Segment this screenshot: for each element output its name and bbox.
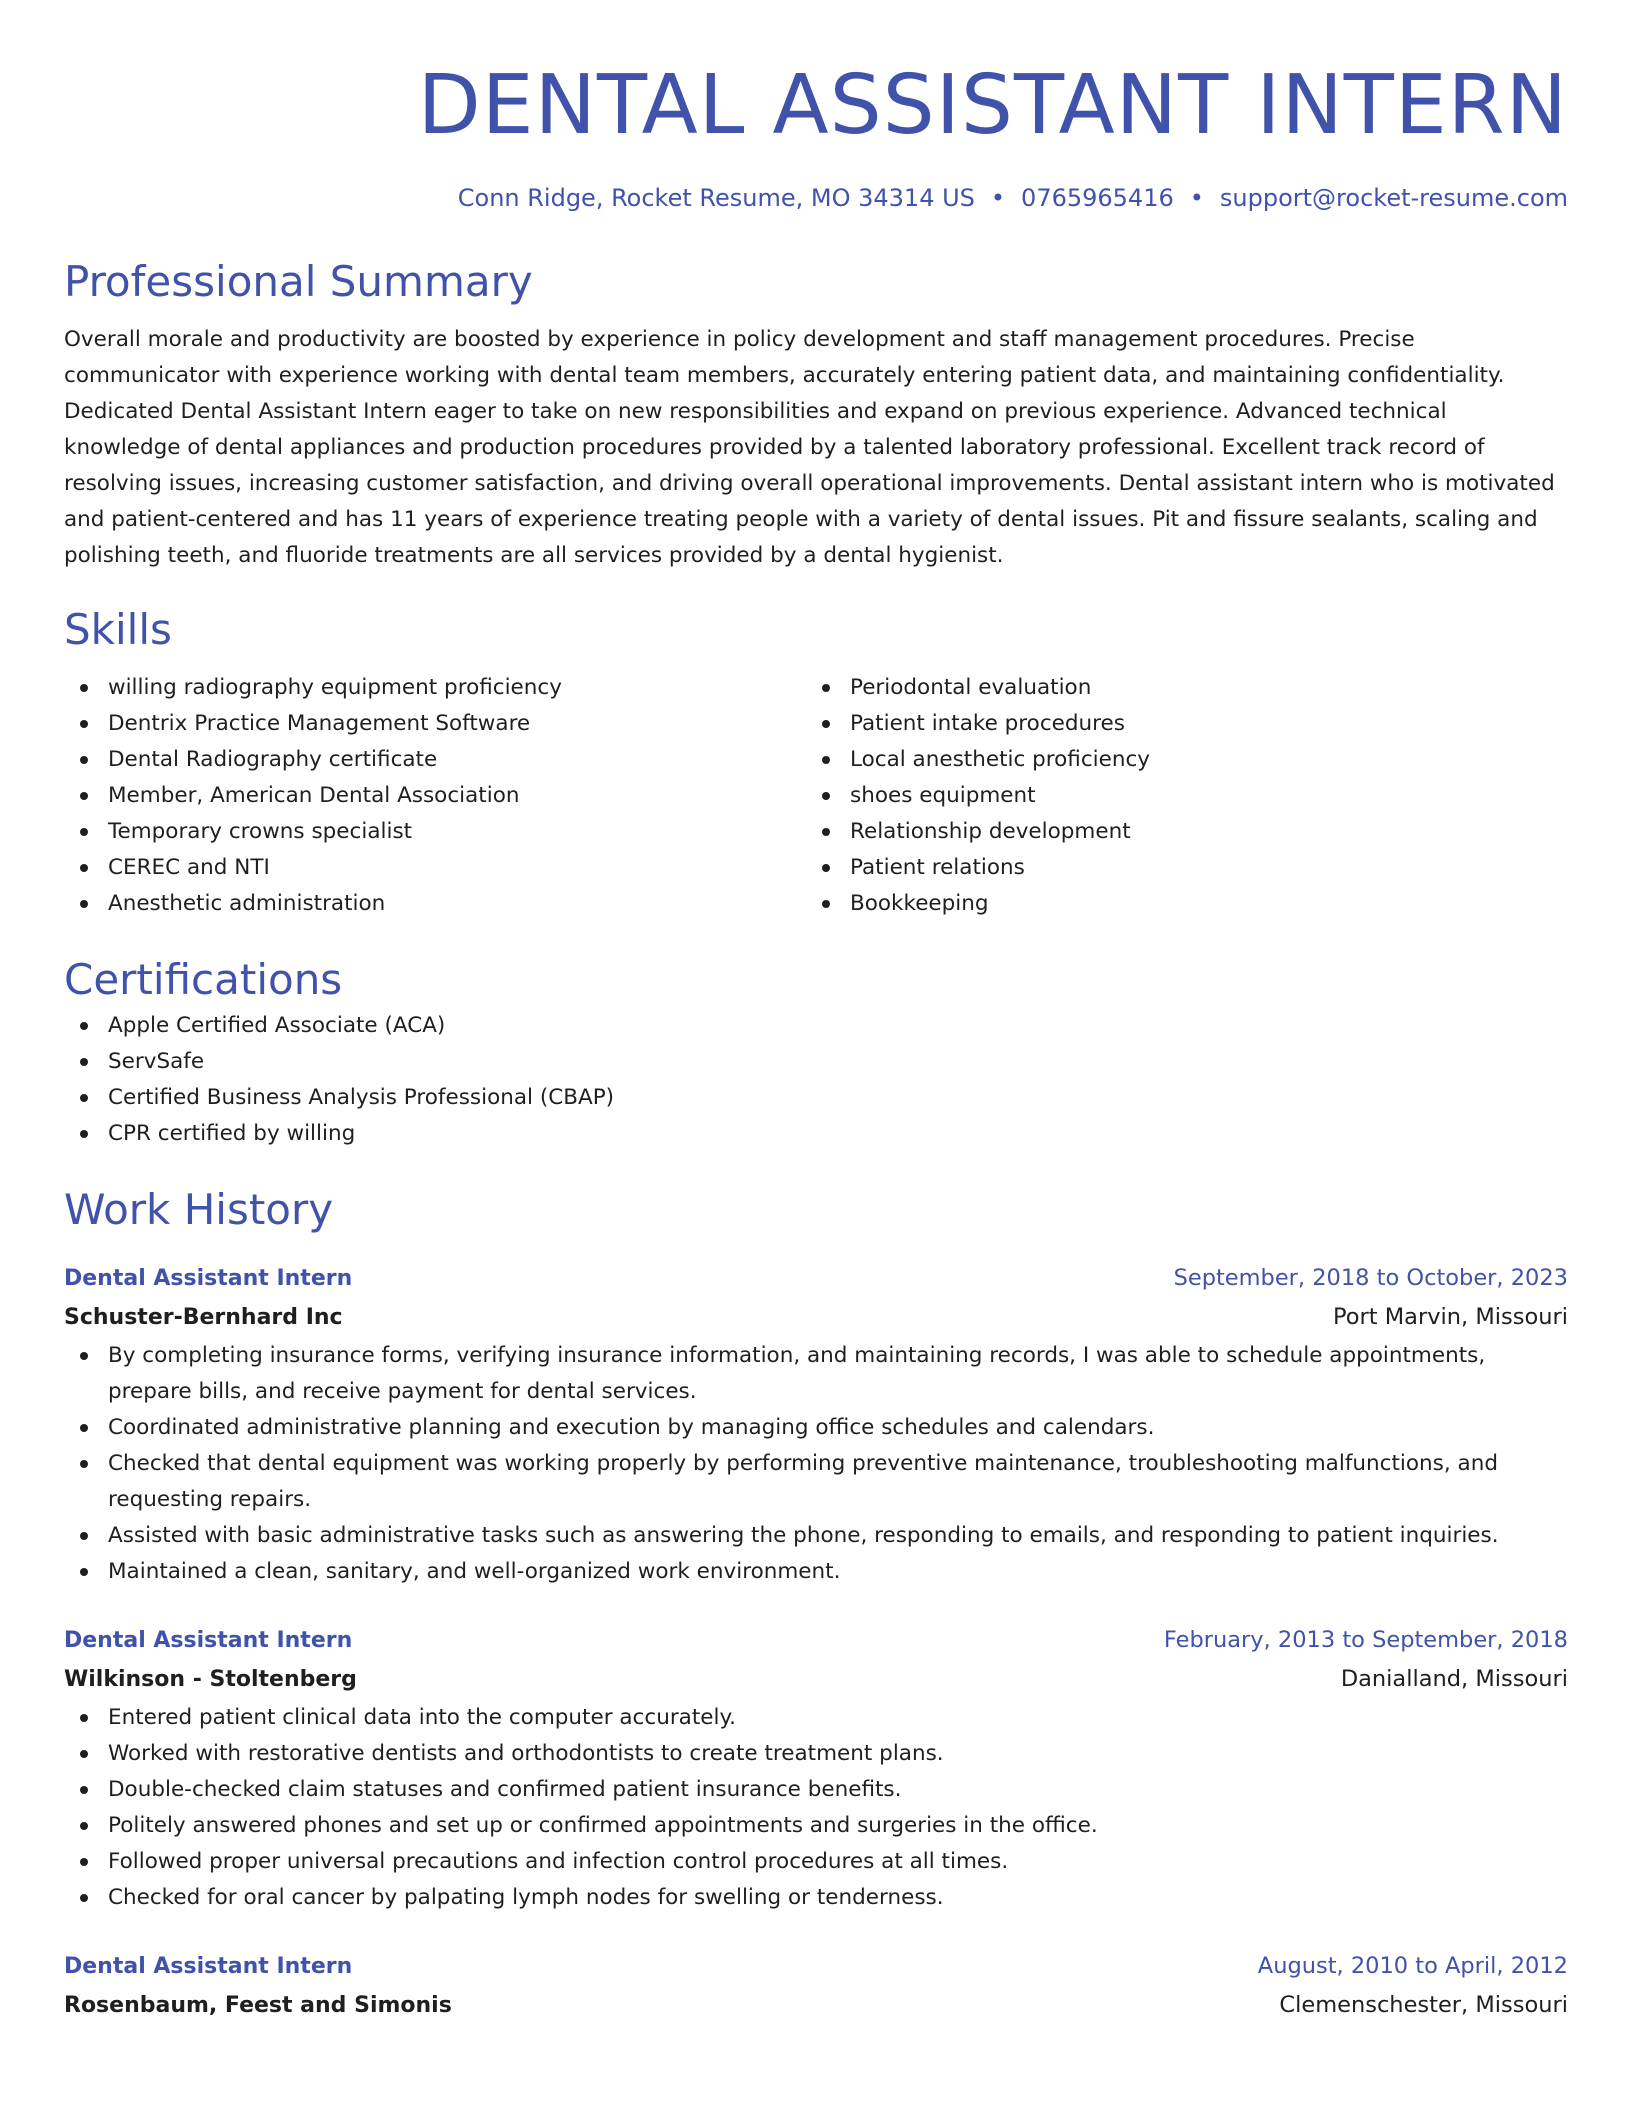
certifications-heading: Certifications (64, 955, 343, 1004)
skill-item: Relationship development (850, 814, 1548, 850)
job-duty: Checked that dental equipment was working properly by performing preventive maintenance, troubleshooting malfunctions, and requesting repairs. (108, 1446, 1568, 1518)
job-title-row (64, 1948, 1568, 1985)
job-duty: Assisted with basic administrative tasks such as answering the phone, responding to emails, and responding to patient inquiries. (108, 1518, 1568, 1554)
skill-item: Dentrix Practice Management Software (108, 706, 806, 742)
skill-item: Periodontal evaluation (850, 670, 1548, 706)
certification-item: ServSafe (108, 1044, 1568, 1080)
job-entry (64, 1622, 1568, 1916)
resume-header (64, 56, 1568, 214)
summary-section (64, 254, 1568, 574)
job-company-row (64, 1985, 1568, 2026)
work-history-heading: Work History (64, 1185, 334, 1234)
job-company: Schuster-Bernhard Inc (64, 1305, 343, 1330)
contact-line (64, 182, 1568, 214)
job-duty: Double-checked claim statuses and confirmed patient insurance benefits. (108, 1772, 1568, 1808)
job-title: Dental Assistant Intern (64, 1954, 353, 1979)
certification-item: CPR certified by willing (108, 1116, 1568, 1152)
job-title: Dental Assistant Intern (64, 1266, 353, 1291)
contact-phone[interactable]: 0765965416 (1021, 184, 1174, 212)
job-duty: Politely answered phones and set up or confirmed appointments and surgeries in the office. (108, 1808, 1568, 1844)
job-duty: Followed proper universal precautions and infection control procedures at all times. (108, 1844, 1568, 1880)
job-company: Rosenbaum, Feest and Simonis (64, 1993, 452, 2018)
skills-section (64, 602, 1568, 922)
job-duty: By completing insurance forms, verifying insurance information, and maintaining records, I was able to schedule appointments, prepare bills, and receive payment for dental services. (108, 1338, 1568, 1410)
summary-text: Overall morale and productivity are boosted by experience in policy development and staff management procedures. Precise communicator with experience working with dental team members, accurately entering patient data, and maintaining confidentiality. Dedicated Dental Assistant Intern eager to take on new responsibilities and expand on previous experience. Advanced technical knowledge of dental appliances and production procedures provided by a talented laboratory professional. Excellent track record of resolving issues, increasing customer satisfaction, and driving overall operational improvements. Dental assistant intern who is motivated and patient-centered and has 11 years of experience treating people with a variety of dental issues. Pit and fissure sealants, scaling and polishing teeth, and fluoride treatments are all services provided by a dental hygienist. (64, 327, 1555, 568)
candidate-name: DENTAL ASSISTANT INTERN (417, 58, 1568, 153)
job-duty: Checked for oral cancer by palpating lymph nodes for swelling or tenderness. (108, 1880, 1568, 1916)
job-duties-list (64, 1700, 1568, 1916)
skill-item: Bookkeeping (850, 886, 1548, 922)
job-duty: Worked with restorative dentists and orthodontists to create treatment plans. (108, 1736, 1568, 1772)
job-company: Wilkinson - Stoltenberg (64, 1667, 357, 1692)
job-duty: Entered patient clinical data into the computer accurately. (108, 1700, 1568, 1736)
job-duty: Maintained a clean, sanitary, and well-organized work environment. (108, 1554, 1568, 1590)
summary-heading: Professional Summary (64, 257, 533, 306)
skill-item: Patient intake procedures (850, 706, 1548, 742)
skills-right-column (806, 670, 1548, 922)
job-company-row (64, 1659, 1568, 1700)
certification-item: Apple Certified Associate (ACA) (108, 1008, 1568, 1044)
skill-item: willing radiography equipment proficiency (108, 670, 806, 706)
skill-item: Dental Radiography certificate (108, 742, 806, 778)
job-dates: September, 2018 to October, 2023 (1173, 1265, 1568, 1291)
skill-item: CEREC and NTI (108, 850, 806, 886)
certifications-list (64, 1008, 1568, 1152)
contact-separator: • (1189, 184, 1204, 212)
job-duty: Coordinated administrative planning and execution by managing office schedules and calendars. (108, 1410, 1568, 1446)
skill-item: Temporary crowns specialist (108, 814, 806, 850)
job-company-row (64, 1297, 1568, 1338)
certification-item: Certified Business Analysis Professional (CBAP) (108, 1080, 1568, 1116)
job-dates: August, 2010 to April, 2012 (1257, 1953, 1568, 1979)
job-duties-list (64, 1338, 1568, 1590)
skill-item: shoes equipment (850, 778, 1548, 814)
skills-heading: Skills (64, 605, 172, 654)
job-entry (64, 1948, 1568, 2026)
job-title-row (64, 1260, 1568, 1297)
job-entry (64, 1260, 1568, 1590)
work-history-section (64, 1182, 1568, 2026)
job-location: Danialland, Missouri (1340, 1666, 1568, 1692)
skill-item: Local anesthetic proficiency (850, 742, 1548, 778)
skill-item: Anesthetic administration (108, 886, 806, 922)
skill-item: Member, American Dental Association (108, 778, 806, 814)
skills-grid (64, 670, 1568, 922)
job-location: Port Marvin, Missouri (1333, 1304, 1568, 1330)
certifications-section (64, 952, 1568, 1152)
skills-left-column (64, 670, 806, 922)
contact-separator: • (990, 184, 1006, 212)
contact-address: Conn Ridge, Rocket Resume, MO 34314 US (457, 184, 975, 212)
job-dates: February, 2013 to September, 2018 (1163, 1627, 1568, 1653)
job-title: Dental Assistant Intern (64, 1628, 353, 1653)
job-location: Clemenschester, Missouri (1279, 1992, 1568, 2018)
job-title-row (64, 1622, 1568, 1659)
skill-item: Patient relations (850, 850, 1548, 886)
contact-email[interactable]: support@rocket-resume.com (1219, 184, 1568, 212)
